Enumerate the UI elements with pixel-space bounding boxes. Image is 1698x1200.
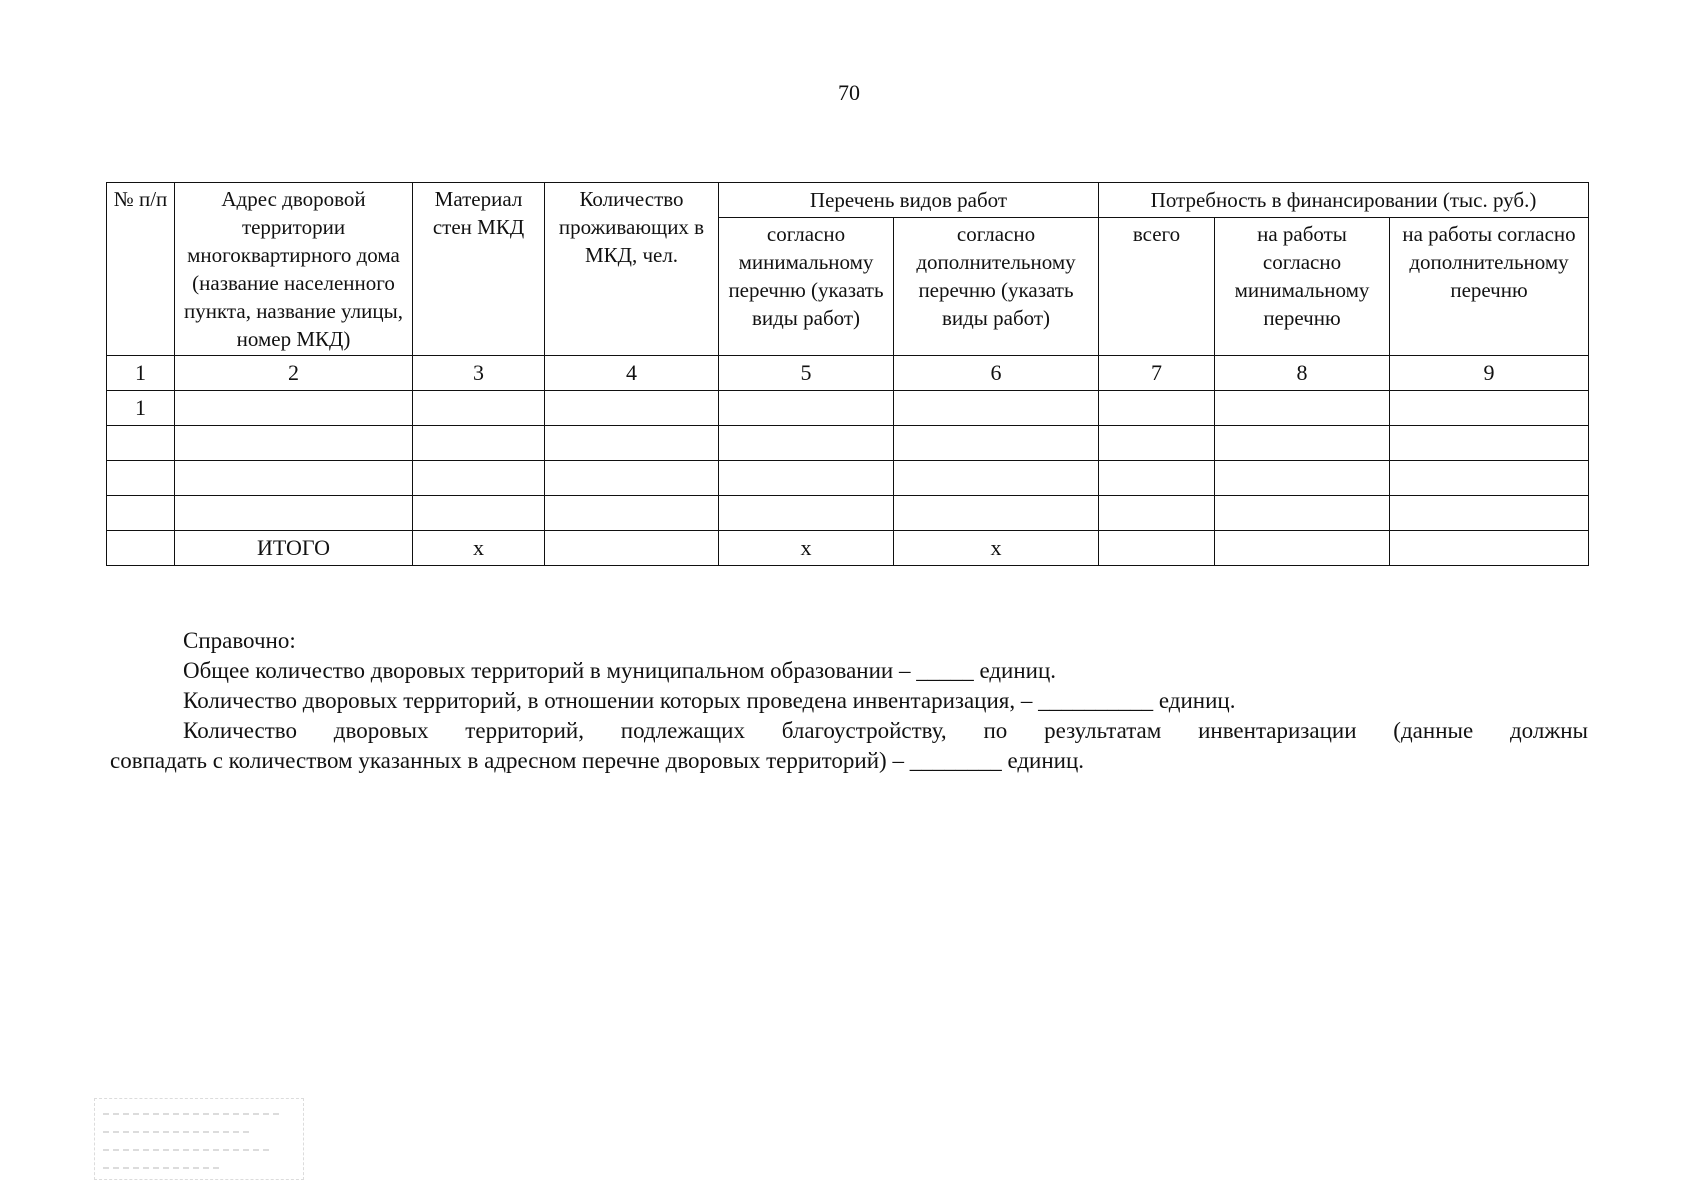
cell-material [413,496,545,531]
cell-residents [545,461,719,496]
column-number: 8 [1215,356,1390,391]
cell-address [175,391,413,426]
header-no: № п/п [107,183,175,356]
header-finance-total: всего [1099,218,1215,356]
total-cell-no [107,531,175,566]
cell-finance-min [1215,391,1390,426]
cell-material [413,426,545,461]
notes-title: Справочно: [183,628,296,653]
header-row-1 [107,183,1589,218]
total-material: х [413,531,545,566]
cell-works-min [719,391,894,426]
cell-works-min [719,426,894,461]
cell-address [175,461,413,496]
cell-works-add [894,496,1099,531]
column-number: 2 [175,356,413,391]
cell-finance-total [1099,391,1215,426]
table-row [107,391,1589,426]
cell-material [413,391,545,426]
header-residents: Количество проживающих в МКД, чел. [545,183,719,356]
reference-notes [110,626,1588,776]
table-row [107,461,1589,496]
page-number: 70 [838,80,860,105]
cell-no [107,426,175,461]
header-address: Адрес дворовой территории многоквартирного дома (название населенного пункта, название улицы, номер МКД) [175,183,413,356]
cell-works-min [719,461,894,496]
cell-works-min [719,496,894,531]
column-number: 1 [107,356,175,391]
cell-works-add [894,426,1099,461]
total-finance-min [1215,531,1390,566]
header-works-group: Перечень видов работ [719,183,1099,218]
cell-address [175,426,413,461]
cell-address [175,496,413,531]
cell-finance-min [1215,461,1390,496]
cell-finance-add [1390,391,1589,426]
cell-works-add [894,461,1099,496]
total-label: ИТОГО [175,531,413,566]
column-number: 6 [894,356,1099,391]
header-finance-min: на работы согласно минимальному перечню [1215,218,1390,356]
header-works-min: согласно минимальному перечню (указать виды работ) [719,218,894,356]
cell-no [107,496,175,531]
notes-improvement-territories-line2: совпадать с количеством указанных в адресном перечне дворовых территорий) – ________ единиц. [110,748,1085,773]
total-residents [545,531,719,566]
header-works-add: согласно дополнительному перечню (указать виды работ) [894,218,1099,356]
cell-finance-total [1099,461,1215,496]
column-number: 5 [719,356,894,391]
cell-no [107,461,175,496]
table-row [107,496,1589,531]
cell-residents [545,426,719,461]
cell-finance-add [1390,461,1589,496]
column-number: 4 [545,356,719,391]
cell-residents [545,496,719,531]
cell-finance-min [1215,426,1390,461]
cell-works-add [894,391,1099,426]
notes-total-territories: Общее количество дворовых территорий в муниципальном образовании – _____ единиц. [183,658,1057,683]
table-row [107,426,1589,461]
notes-inventoried-territories: Количество дворовых территорий, в отношении которых проведена инвентаризация, – __________ единиц. [183,688,1236,713]
cell-finance-add [1390,496,1589,531]
column-numbers-row [107,356,1589,391]
cell-finance-total [1099,426,1215,461]
total-row [107,531,1589,566]
cell-finance-add [1390,426,1589,461]
faded-stamp [94,1098,304,1180]
notes-improvement-territories-line1: Количество дворовых территорий, подлежащих благоустройству, по результатам инвентаризации (данные должны [183,718,1588,743]
cell-residents [545,391,719,426]
header-finance-group: Потребность в финансировании (тыс. руб.) [1099,183,1589,218]
territory-table [106,182,1589,566]
cell-finance-min [1215,496,1390,531]
cell-material [413,461,545,496]
column-number: 7 [1099,356,1215,391]
column-number: 9 [1390,356,1589,391]
total-finance-add [1390,531,1589,566]
cell-no: 1 [107,391,175,426]
total-works-add: х [894,531,1099,566]
header-finance-add: на работы согласно дополнительному перечню [1390,218,1589,356]
total-works-min: х [719,531,894,566]
cell-finance-total [1099,496,1215,531]
total-finance-total [1099,531,1215,566]
column-number: 3 [413,356,545,391]
header-material: Материал стен МКД [413,183,545,356]
